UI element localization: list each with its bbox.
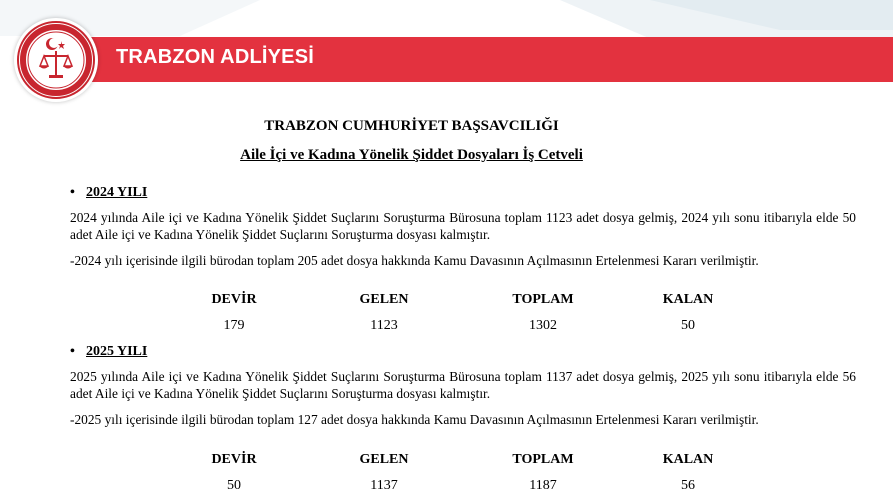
table-header: TOPLAM — [512, 452, 574, 467]
table-header: KALAN — [662, 452, 714, 467]
bullet-icon: • — [70, 344, 75, 359]
table-cell: 56 — [681, 478, 695, 493]
table-header: DEVİR — [211, 292, 257, 307]
justice-emblem-icon — [14, 18, 98, 102]
institution-title: TRABZON CUMHURİYET BAŞSAVCILIĞI — [264, 118, 559, 134]
table-cell: 50 — [227, 478, 241, 493]
table-cell: 1187 — [529, 478, 557, 493]
section-paragraph: 2025 yılında Aile içi ve Kadına Yönelik Şiddet Suçlarını Soruşturma Bürosuna toplam 1137 adet dosya gelmiş, 2025 yılı sonu itibarıyla elde 56 adet Aile içi ve Kadına Yönelik Şiddet Suçlarını Soruşturma dosyası kalmıştır. — [70, 369, 856, 401]
table-header: TOPLAM — [512, 292, 574, 307]
section-heading-2025 — [70, 344, 147, 360]
bullet-icon: • — [70, 185, 75, 200]
table-header: DEVİR — [211, 452, 257, 467]
page-title: TRABZON ADLİYESİ — [116, 46, 315, 68]
document-subtitle: Aile İçi ve Kadına Yönelik Şiddet Dosyaları İş Cetveli — [240, 147, 583, 163]
section-paragraph: -2024 yılı içerisinde ilgili bürodan toplam 205 adet dosya hakkında Kamu Davasının Açılmasının Ertelenmesi Kararı verilmiştir. — [70, 253, 759, 268]
table-header: GELEN — [359, 292, 409, 307]
table-cell: 1302 — [529, 318, 557, 333]
table-header: KALAN — [662, 292, 714, 307]
table-cell: 50 — [681, 318, 695, 333]
section-heading-2024 — [70, 185, 147, 201]
table-cell: 1123 — [370, 318, 398, 333]
section-year-label: 2025 YILI — [86, 344, 148, 359]
section-paragraph: 2024 yılında Aile içi ve Kadına Yönelik Şiddet Suçlarını Soruşturma Bürosuna toplam 1123 adet dosya gelmiş, 2024 yılı sonu itibarıyla elde 50 adet Aile içi ve Kadına Yönelik Şiddet Suçlarını Soruşturma dosyası kalmıştır. — [70, 210, 856, 242]
table-header: GELEN — [359, 452, 409, 467]
table-cell: 1137 — [370, 478, 398, 493]
table-cell: 179 — [223, 318, 245, 333]
section-paragraph: -2025 yılı içerisinde ilgili bürodan toplam 127 adet dosya hakkında Kamu Davasının Açılmasının Ertelenmesi Kararı verilmiştir. — [70, 412, 759, 427]
section-year-label: 2024 YILI — [86, 185, 148, 200]
